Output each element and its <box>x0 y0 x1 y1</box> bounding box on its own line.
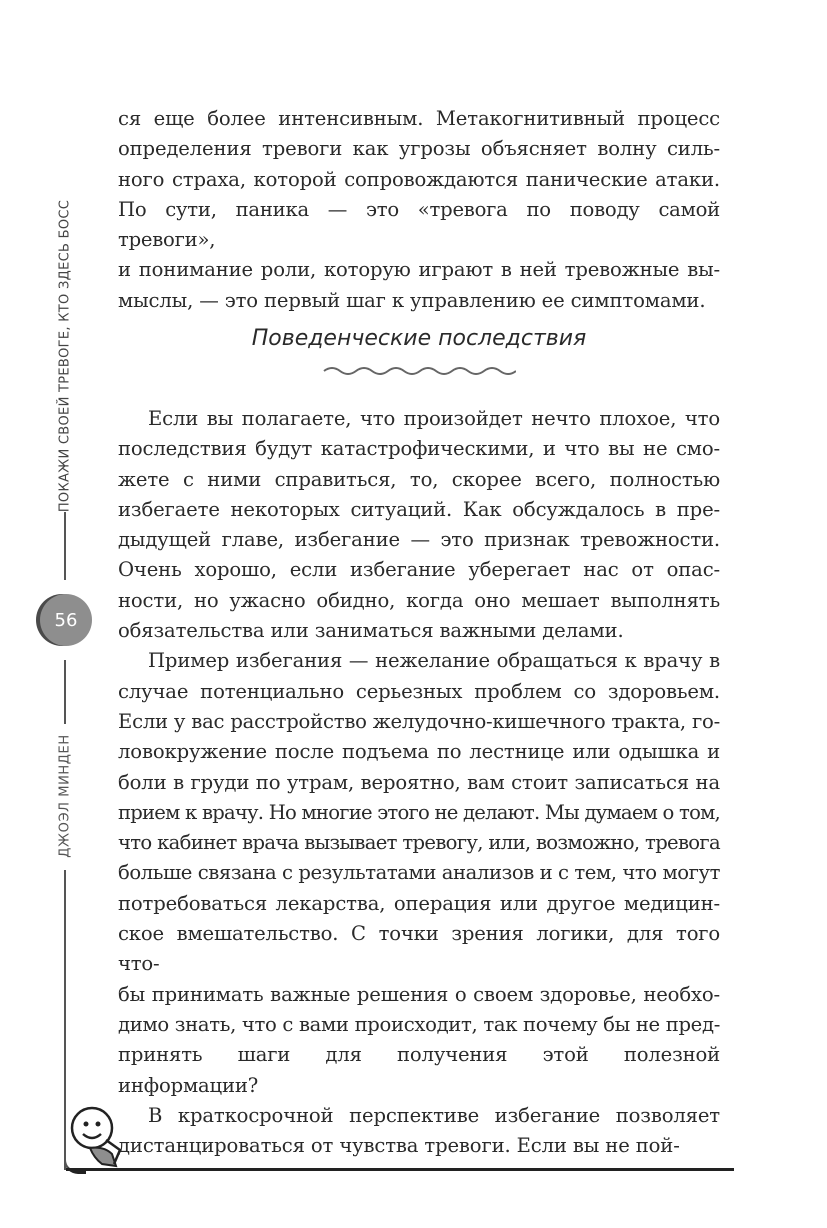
side-divider <box>64 660 66 724</box>
page-number: 56 <box>54 609 78 631</box>
section-heading: Поведенческие последствия <box>251 326 587 351</box>
text-line: Пример избегания — нежелание обращаться к врачу в <box>148 649 720 673</box>
text-line: мыслы, — это первый шаг к управлению ее симптомами. <box>118 288 706 312</box>
text-line: принять шаги для получения этой полезной информации? <box>118 1043 720 1097</box>
text-line: дистанцироваться от чувства тревоги. Если вы не пой- <box>118 1134 680 1158</box>
section-body <box>118 404 720 1161</box>
text-line: бы принимать важные решения о своем здоровье, необхо- <box>118 982 720 1006</box>
text-line: ности, но ужасно обидно, когда оно мешает выполнять <box>118 588 720 612</box>
bottom-rule <box>66 1168 734 1171</box>
text-line: случае потенциально серьезных проблем со здоровьем. <box>118 679 720 703</box>
text-line: определения тревоги как угрозы объясняет волну силь- <box>118 137 720 161</box>
text-line: ское вмешательство. С точки зрения логики, для того что- <box>118 922 720 976</box>
text-line: ного страха, которой сопровождаются панические атаки. <box>118 167 720 191</box>
text-line: боли в груди по утрам, вероятно, вам стоит записаться на <box>118 770 720 794</box>
text-line: дыдущей главе, избегание — это признак тревожности. <box>118 528 720 552</box>
text-line: избегаете некоторых ситуаций. Как обсуждалось в пре- <box>118 497 720 521</box>
side-divider <box>64 512 66 580</box>
text-line: потребоваться лекарства, операция или другое медицин- <box>118 891 720 915</box>
text-line: прием к врачу. Но многие этого не делают. Мы думаем о том, <box>118 800 720 824</box>
text-line: ловокружение после подъема по лестнице или одышка и <box>118 740 720 764</box>
page-number-badge <box>40 594 92 646</box>
author-name: ДЖОЭЛ МИНДЕН <box>57 734 73 858</box>
text-line: ся еще более интенсивным. Метакогнитивный процесс <box>118 107 720 130</box>
text-line: Если вы полагаете, что произойдет нечто плохое, что <box>148 407 720 430</box>
text-line: обязательства или заниматься важными делами. <box>118 619 624 643</box>
text-line: и понимание роли, которую играют в ней тревожные вы- <box>118 258 720 282</box>
intro-paragraph <box>118 104 720 316</box>
text-line: больше связана с результатами анализов и с тем, что могут <box>118 861 720 885</box>
text-line: жете с ними справиться, то, скорее всего, полностью <box>118 467 720 491</box>
text-line: Если у вас расстройство желудочно-кишечного тракта, го- <box>118 709 720 733</box>
text-line: что кабинет врача вызывает тревогу, или, возможно, тревога <box>118 831 720 855</box>
text-line: Очень хорошо, если избегание уберегает нас от опас- <box>118 558 720 582</box>
text-line: последствия будут катастрофическими, и что вы не смо- <box>118 437 720 461</box>
text-line: димо знать, что с вами происходит, так почему бы не пред- <box>118 1012 720 1036</box>
running-head: ПОКАЖИ СВОЕЙ ТРЕВОГЕ, КТО ЗДЕСЬ БОСС <box>57 199 73 513</box>
wave-ornament-icon <box>322 364 516 378</box>
text-line: В краткосрочной перспективе избегание позволяет <box>148 1103 720 1127</box>
text-line: По сути, паника — это «тревога по поводу самой тревоги», <box>118 197 720 252</box>
